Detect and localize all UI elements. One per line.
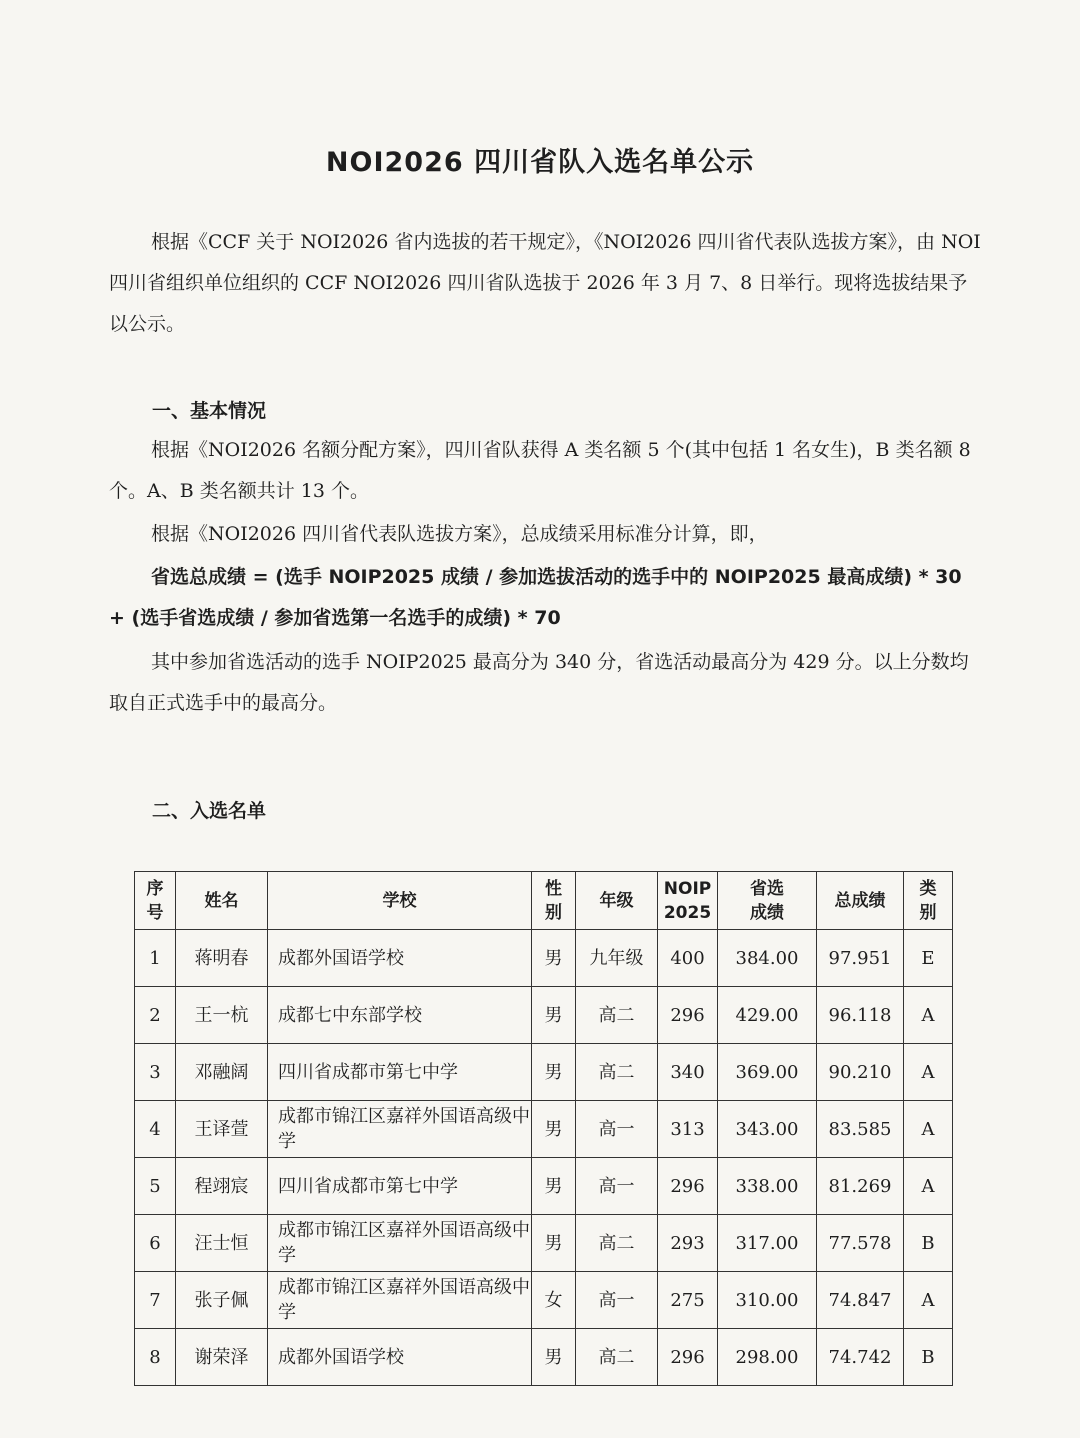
gender-cell: 男 xyxy=(532,1101,576,1158)
index-cell: 7 xyxy=(135,1272,176,1329)
school-cell: 成都市锦江区嘉祥外国语高级中学 xyxy=(268,1101,532,1158)
provincial-score-cell: 369.00 xyxy=(718,1044,817,1101)
name-cell: 程翊宸 xyxy=(176,1158,268,1215)
header-col-provincial: 省选 成绩 xyxy=(718,872,817,930)
total-score-cell: 74.847 xyxy=(817,1272,904,1329)
header-col-category: 类 别 xyxy=(904,872,953,930)
grade-cell: 高二 xyxy=(576,1329,658,1386)
category-cell: A xyxy=(904,1101,953,1158)
noip-cell: 296 xyxy=(658,1158,718,1215)
school-cell: 成都七中东部学校 xyxy=(268,987,532,1044)
header-col-noip: NOIP 2025 xyxy=(658,872,718,930)
table-row xyxy=(135,987,953,1044)
provincial-score-cell: 310.00 xyxy=(718,1272,817,1329)
header-col-school: 学校 xyxy=(268,872,532,930)
grade-cell: 高一 xyxy=(576,1272,658,1329)
provincial-score-cell: 429.00 xyxy=(718,987,817,1044)
category-cell: A xyxy=(904,1158,953,1215)
name-cell: 王译萱 xyxy=(176,1101,268,1158)
maxscore-paragraph: 其中参加省选活动的选手 NOIP2025 最高分为 340 分，省选活动最高分为 429 分。以上分数均取自正式选手中的最高分。 xyxy=(109,651,969,714)
index-cell: 3 xyxy=(135,1044,176,1101)
index-cell: 4 xyxy=(135,1101,176,1158)
selection-table xyxy=(134,871,953,1386)
total-score-cell: 74.742 xyxy=(817,1329,904,1386)
gender-cell: 男 xyxy=(532,1215,576,1272)
grade-cell: 高二 xyxy=(576,1044,658,1101)
school-cell: 四川省成都市第七中学 xyxy=(268,1044,532,1101)
school-cell: 成都外国语学校 xyxy=(268,930,532,987)
table-row xyxy=(135,1215,953,1272)
header-col-gender: 性 别 xyxy=(532,872,576,930)
total-score-cell: 83.585 xyxy=(817,1101,904,1158)
gender-cell: 女 xyxy=(532,1272,576,1329)
school-cell: 成都外国语学校 xyxy=(268,1329,532,1386)
category-cell: B xyxy=(904,1215,953,1272)
method-paragraph: 根据《NOI2026 四川省代表队选拔方案》，总成绩采用标准分计算，即， xyxy=(151,523,768,545)
name-cell: 汪士恒 xyxy=(176,1215,268,1272)
noip-cell: 293 xyxy=(658,1215,718,1272)
name-cell: 谢荣泽 xyxy=(176,1329,268,1386)
grade-cell: 高一 xyxy=(576,1158,658,1215)
noip-cell: 275 xyxy=(658,1272,718,1329)
total-score-cell: 97.951 xyxy=(817,930,904,987)
provincial-score-cell: 384.00 xyxy=(718,930,817,987)
table-row xyxy=(135,1329,953,1386)
section2-heading: 二、入选名单 xyxy=(152,800,267,822)
header-col-grade: 年级 xyxy=(576,872,658,930)
noip-cell: 313 xyxy=(658,1101,718,1158)
gender-cell: 男 xyxy=(532,1158,576,1215)
index-cell: 1 xyxy=(135,930,176,987)
table-header-row xyxy=(135,872,953,930)
table-row xyxy=(135,1158,953,1215)
total-score-cell: 81.269 xyxy=(817,1158,904,1215)
table-row xyxy=(135,1272,953,1329)
index-cell: 6 xyxy=(135,1215,176,1272)
school-cell: 成都市锦江区嘉祥外国语高级中学 xyxy=(268,1215,532,1272)
name-cell: 张子佩 xyxy=(176,1272,268,1329)
category-cell: A xyxy=(904,1272,953,1329)
noip-cell: 340 xyxy=(658,1044,718,1101)
index-cell: 2 xyxy=(135,987,176,1044)
table-row xyxy=(135,930,953,987)
name-cell: 蒋明春 xyxy=(176,930,268,987)
provincial-score-cell: 317.00 xyxy=(718,1215,817,1272)
intro-paragraph: 根据《CCF 关于 NOI2026 省内选拔的若干规定》，《NOI2026 四川省代表队选拔方案》，由 NOI 四川省组织单位组织的 CCF NOI2026 四川省队选拔于 2026 年 3 月 7、8 日举行。现将选拔结果予以公示。 xyxy=(109,231,981,335)
total-score-cell: 96.118 xyxy=(817,987,904,1044)
grade-cell: 九年级 xyxy=(576,930,658,987)
gender-cell: 男 xyxy=(532,930,576,987)
grade-cell: 高二 xyxy=(576,987,658,1044)
index-cell: 8 xyxy=(135,1329,176,1386)
provincial-score-cell: 343.00 xyxy=(718,1101,817,1158)
name-cell: 王一杭 xyxy=(176,987,268,1044)
quota-paragraph: 根据《NOI2026 名额分配方案》，四川省队获得 A 类名额 5 个(其中包括 1 名女生)，B 类名额 8 个。A、B 类名额共计 13 个。 xyxy=(109,439,971,502)
header-col-name: 姓名 xyxy=(176,872,268,930)
grade-cell: 高二 xyxy=(576,1215,658,1272)
section1-heading: 一、基本情况 xyxy=(152,400,267,422)
school-cell: 成都市锦江区嘉祥外国语高级中学 xyxy=(268,1272,532,1329)
provincial-score-cell: 338.00 xyxy=(718,1158,817,1215)
category-cell: A xyxy=(904,1044,953,1101)
noip-cell: 400 xyxy=(658,930,718,987)
total-score-cell: 77.578 xyxy=(817,1215,904,1272)
header-col-index: 序 号 xyxy=(135,872,176,930)
category-cell: E xyxy=(904,930,953,987)
gender-cell: 男 xyxy=(532,1044,576,1101)
gender-cell: 男 xyxy=(532,987,576,1044)
formula-paragraph: 省选总成绩 = (选手 NOIP2025 成绩 / 参加选拔活动的选手中的 NOIP2025 最高成绩) * 30 + (选手省选成绩 / 参加省选第一名选手的成绩) * 70 xyxy=(109,566,962,629)
noip-cell: 296 xyxy=(658,987,718,1044)
provincial-score-cell: 298.00 xyxy=(718,1329,817,1386)
school-cell: 四川省成都市第七中学 xyxy=(268,1158,532,1215)
total-score-cell: 90.210 xyxy=(817,1044,904,1101)
index-cell: 5 xyxy=(135,1158,176,1215)
table-row xyxy=(135,1101,953,1158)
grade-cell: 高一 xyxy=(576,1101,658,1158)
page-title: NOI2026 四川省队入选名单公示 xyxy=(325,147,755,178)
category-cell: A xyxy=(904,987,953,1044)
category-cell: B xyxy=(904,1329,953,1386)
table-row xyxy=(135,1044,953,1101)
gender-cell: 男 xyxy=(532,1329,576,1386)
header-col-total: 总成绩 xyxy=(817,872,904,930)
noip-cell: 296 xyxy=(658,1329,718,1386)
name-cell: 邓融阔 xyxy=(176,1044,268,1101)
